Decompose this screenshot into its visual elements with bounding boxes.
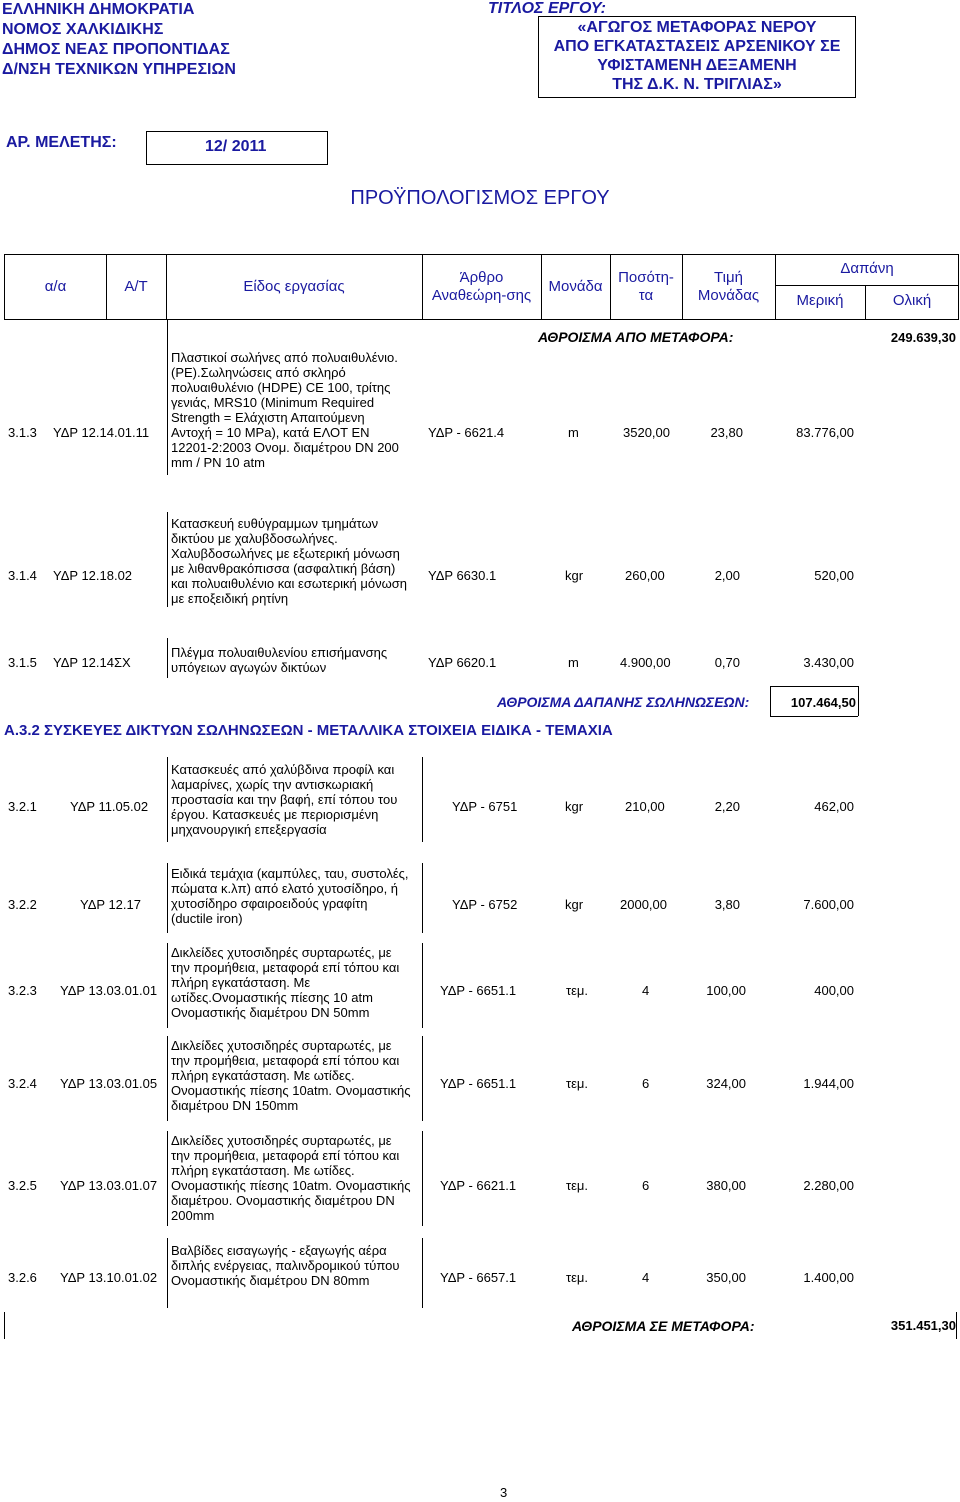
description-line: ωτίδες.Ονομαστικής πίεσης 10 atm bbox=[171, 990, 373, 1005]
description-line: 200mm bbox=[171, 1208, 215, 1223]
description-line: Πλαστικοί σωλήνες από πολυαιθυλένιο. bbox=[171, 350, 398, 365]
project-title-box bbox=[538, 16, 856, 98]
row-partial: 3.430,00 bbox=[803, 655, 854, 670]
col-posotita-line: Ποσότη- bbox=[618, 269, 674, 286]
row-description bbox=[171, 762, 421, 837]
carry-in-value: 249.639,30 bbox=[890, 330, 956, 345]
row-at: ΥΔΡ 12.18.02 bbox=[53, 568, 133, 583]
description-line: 12201-2:2003 Ονομ. διαμέτρου DN 200 bbox=[171, 440, 399, 455]
description-line: με λιθανθρακόπισσα (ασφαλτική βάση) bbox=[171, 561, 396, 576]
row-partial: 2.280,00 bbox=[803, 1178, 854, 1193]
row-qty: 6 bbox=[642, 1076, 650, 1091]
row-partial: 400,00 bbox=[814, 983, 854, 998]
description-line: Δικλείδες χυτοσιδηρές συρταρωτές, με bbox=[171, 945, 392, 960]
row-qty: 6 bbox=[642, 1178, 650, 1193]
description-line: την προμήθεια, μεταφορά επί τόπου και bbox=[171, 1053, 400, 1068]
description-line: πλήρη εγκατάσταση. Με bbox=[171, 975, 311, 990]
description-line: Κατασκευή ευθύγραμμων τμημάτων bbox=[171, 516, 379, 531]
project-title-label: ΤΙΤΛΟΣ ΕΡΓΟΥ: bbox=[488, 0, 606, 17]
row-unit: kgr bbox=[565, 568, 584, 583]
description-line: έργου. Κατασκευές με περιορισμένη bbox=[171, 807, 379, 822]
row-description bbox=[171, 645, 421, 675]
description-line: mm / PN 10 atm bbox=[171, 455, 265, 470]
row-partial: 462,00 bbox=[814, 799, 854, 814]
row-qty: 4.900,00 bbox=[620, 655, 671, 670]
subtotal-label: ΑΘΡΟΙΣΜΑ ΔΑΠΑΝΗΣ ΣΩΛΗΝΩΣΕΩΝ: bbox=[497, 694, 750, 710]
col-timi-line: Μονάδας bbox=[697, 287, 760, 304]
row-unit: τεμ. bbox=[566, 983, 589, 998]
authority-line: Δ/ΝΣΗ ΤΕΧΝΙΚΩΝ ΥΠΗΡΕΣΙΩΝ bbox=[2, 61, 236, 78]
row-partial: 520,00 bbox=[814, 568, 854, 583]
description-line: διπλής ενέργειας, παλινδρομικού τύπου bbox=[171, 1258, 400, 1273]
study-number: 12/ 2011 bbox=[205, 138, 267, 155]
description-line: Ονομαστικής διαμέτρου DN 80mm bbox=[171, 1273, 370, 1288]
row-arthro: ΥΔΡ 6620.1 bbox=[428, 655, 497, 670]
page-number: 3 bbox=[500, 1485, 508, 1500]
study-number-box bbox=[146, 131, 328, 165]
description-line: (ΡΕ).Σωληνώσεις από σκληρό bbox=[171, 365, 346, 380]
description-line: πώματα κ.λπ) από ελατό χυτοσίδηρο, ή bbox=[171, 881, 399, 896]
row-partial: 1.944,00 bbox=[803, 1076, 854, 1091]
col-meriki: Μερική bbox=[796, 292, 844, 309]
row-unit: kgr bbox=[565, 897, 584, 912]
section-title: Α.3.2 ΣΥΣΚΕΥΕΣ ΔΙΚΤΥΩΝ ΣΩΛΗΝΩΣΕΩΝ - ΜΕΤΑΛΛΙΚΑ ΣΤΟΙΧΕΙΑ ΕΙΔΙΚΑ - ΤΕΜΑΧΙΑ bbox=[4, 722, 613, 739]
row-partial: 1.400,00 bbox=[803, 1270, 854, 1285]
description-line: πλήρη εγκατάσταση. Με ωτίδες. bbox=[171, 1068, 355, 1083]
row-description bbox=[171, 945, 421, 1020]
col-arthro-line: Αναθεώρη-σης bbox=[431, 287, 532, 304]
description-line: με εποξειδική ρητίνη bbox=[171, 591, 289, 606]
row-description bbox=[171, 1038, 423, 1113]
row-arthro: ΥΔΡ - 6751 bbox=[452, 799, 518, 814]
description-line: Πλέγμα πολυαιθυλενίου επισήμανσης bbox=[171, 645, 388, 660]
row-unit: τεμ. bbox=[566, 1076, 589, 1091]
description-line: Strength = Ελάχιστη Απαιτούμενη bbox=[171, 410, 365, 425]
description-line: Ονομαστικής πίεσης 10atm. Ονομαστικής bbox=[171, 1083, 411, 1098]
description-line: (ductile iron) bbox=[171, 911, 243, 926]
row-price: 100,00 bbox=[706, 983, 746, 998]
description-line: χυτοσίδηρο σφαιροειδούς γραφίτη bbox=[171, 896, 368, 911]
col-posotita bbox=[610, 269, 682, 305]
row-description bbox=[171, 1133, 423, 1223]
row-arthro: ΥΔΡ - 6651.1 bbox=[440, 1076, 517, 1091]
row-price: 2,00 bbox=[714, 568, 740, 583]
row-price: 3,80 bbox=[714, 897, 740, 912]
row-price: 324,00 bbox=[706, 1076, 746, 1091]
row-qty: 4 bbox=[642, 983, 650, 998]
row-at: ΥΔΡ 13.03.01.01 bbox=[60, 983, 158, 998]
row-at: ΥΔΡ 11.05.02 bbox=[70, 799, 149, 814]
col-eidos: Είδος εργασίας bbox=[243, 278, 345, 295]
row-qty: 210,00 bbox=[625, 799, 665, 814]
page-title: ΠΡΟΫΠΟΛΟΓΙΣΜΟΣ ΕΡΓΟΥ bbox=[350, 187, 610, 209]
row-at: ΥΔΡ 12.14.01.11 bbox=[53, 425, 150, 440]
row-qty: 2000,00 bbox=[620, 897, 667, 912]
col-aa: α/α bbox=[44, 278, 67, 295]
description-line: δικτύου με χαλυβδοσωλήνες. bbox=[171, 531, 338, 546]
row-arthro: ΥΔΡ 6630.1 bbox=[428, 568, 497, 583]
row-aa: 3.2.2 bbox=[8, 897, 37, 912]
row-arthro: ΥΔΡ - 6752 bbox=[452, 897, 518, 912]
row-arthro: ΥΔΡ - 6657.1 bbox=[440, 1270, 517, 1285]
description-line: την προμήθεια, μεταφορά επί τόπου και bbox=[171, 1148, 400, 1163]
study-number-label: ΑΡ. ΜΕΛΕΤΗΣ: bbox=[6, 134, 117, 151]
description-line: πολυαιθυλένιο (HDPE) CE 100, τρίτης bbox=[171, 380, 391, 395]
row-unit: τεμ. bbox=[566, 1270, 589, 1285]
col-oliki: Ολική bbox=[892, 292, 932, 309]
row-unit: m bbox=[568, 425, 579, 440]
row-price: 350,00 bbox=[706, 1270, 746, 1285]
col-posotita-line: τα bbox=[638, 287, 654, 304]
description-line: προστασία και την βαφή, επί τόπου του bbox=[171, 792, 398, 807]
col-dapani: Δαπάνη bbox=[840, 260, 894, 277]
description-line: Δικλείδες χυτοσιδηρές συρταρωτές, με bbox=[171, 1133, 392, 1148]
project-title-line: ΥΦΙΣΤΑΜΕΝΗ ΔΕΞΑΜΕΝΗ bbox=[597, 57, 797, 74]
row-aa: 3.1.3 bbox=[8, 425, 37, 440]
row-description bbox=[171, 866, 423, 926]
row-unit: τεμ. bbox=[566, 1178, 589, 1193]
col-arthro bbox=[422, 269, 541, 305]
row-price: 0,70 bbox=[714, 655, 740, 670]
carry-in-label: ΑΘΡΟΙΣΜΑ ΑΠΟ ΜΕΤΑΦΟΡΑ: bbox=[538, 329, 734, 345]
carry-out-label: ΑΘΡΟΙΣΜΑ ΣΕ ΜΕΤΑΦΟΡΑ: bbox=[572, 1318, 755, 1334]
description-line: Κατασκευές από χαλύβδινα προφίλ και bbox=[171, 762, 395, 777]
row-qty: 4 bbox=[642, 1270, 650, 1285]
row-aa: 3.1.4 bbox=[8, 568, 37, 583]
authority-line: ΔΗΜΟΣ ΝΕΑΣ ΠΡΟΠΟΝΤΙΔΑΣ bbox=[2, 41, 230, 58]
authority-block bbox=[2, 0, 236, 80]
description-line: γενιάς, MRS10 (Minimum Required bbox=[171, 395, 375, 410]
row-price: 2,20 bbox=[714, 799, 740, 814]
project-title-line: «ΑΓΩΓΟΣ ΜΕΤΑΦΟΡΑΣ ΝΕΡΟΥ bbox=[577, 19, 817, 36]
description-line: Ονομαστικής πίεσης 10atm. Ονομαστικής bbox=[171, 1178, 411, 1193]
description-line: πλήρη εγκατάσταση. Με ωτίδες. bbox=[171, 1163, 355, 1178]
row-aa: 3.1.5 bbox=[8, 655, 37, 670]
subtotal-value: 107.464,50 bbox=[790, 695, 856, 710]
col-timi bbox=[682, 269, 775, 305]
project-title-line: ΤΗΣ Δ.Κ. Ν. ΤΡΙΓΛΙΑΣ» bbox=[612, 76, 782, 93]
row-aa: 3.2.4 bbox=[8, 1076, 37, 1091]
row-unit: kgr bbox=[565, 799, 584, 814]
description-line: την προμήθεια, μεταφορά επί τόπου και bbox=[171, 960, 400, 975]
row-description bbox=[171, 1243, 423, 1288]
row-aa: 3.2.3 bbox=[8, 983, 37, 998]
row-at: ΥΔΡ 13.10.01.02 bbox=[60, 1270, 158, 1285]
carry-out-value: 351.451,30 bbox=[890, 1318, 956, 1333]
row-at: ΥΔΡ 13.03.01.05 bbox=[60, 1076, 158, 1091]
row-arthro: ΥΔΡ - 6651.1 bbox=[440, 983, 517, 998]
description-line: υπόγειων αγωγών δικτύων bbox=[171, 660, 327, 675]
row-aa: 3.2.6 bbox=[8, 1270, 37, 1285]
authority-line: ΕΛΛΗΝΙΚΗ ΔΗΜΟΚΡΑΤΙΑ bbox=[2, 1, 195, 18]
row-at: ΥΔΡ 13.03.01.07 bbox=[60, 1178, 158, 1193]
table-header bbox=[4, 254, 959, 320]
row-description bbox=[171, 516, 426, 606]
col-arthro-line: Άρθρο bbox=[459, 269, 504, 286]
row-at: ΥΔΡ 12.14ΣΧ bbox=[53, 655, 131, 670]
row-arthro: ΥΔΡ - 6621.4 bbox=[428, 425, 505, 440]
row-partial: 7.600,00 bbox=[803, 897, 854, 912]
description-line: διαμέτρου DN 150mm bbox=[171, 1098, 299, 1113]
description-line: Δικλείδες χυτοσιδηρές συρταρωτές, με bbox=[171, 1038, 392, 1053]
col-at: Α/Τ bbox=[124, 278, 148, 295]
row-arthro: ΥΔΡ - 6621.1 bbox=[440, 1178, 517, 1193]
description-line: Αντοχή = 10 MPa), κατά ΕΛΟΤ ΕΝ bbox=[171, 425, 370, 440]
row-aa: 3.2.1 bbox=[8, 799, 37, 814]
description-line: λαμαρίνες, χωρίς την αντισκωριακή bbox=[171, 777, 374, 792]
row-price: 23,80 bbox=[710, 425, 743, 440]
row-at: ΥΔΡ 12.17 bbox=[80, 897, 141, 912]
description-line: Ονομαστικής διαμέτρου DN 50mm bbox=[171, 1005, 370, 1020]
project-title-line: ΑΠΟ ΕΓΚΑΤΑΣΤΑΣΕΙΣ ΑΡΣΕΝΙΚΟΥ ΣΕ bbox=[553, 38, 841, 55]
row-qty: 3520,00 bbox=[623, 425, 670, 440]
row-unit: m bbox=[568, 655, 579, 670]
description-line: και πολυαιθυλένιο και εσωτερική μόνωση bbox=[171, 576, 408, 591]
description-line: μηχανουργική επεξεργασία bbox=[171, 822, 327, 837]
col-monada: Μονάδα bbox=[548, 278, 603, 295]
authority-line: ΝΟΜΟΣ ΧΑΛΚΙΔΙΚΗΣ bbox=[2, 21, 164, 38]
description-line: Ειδικά τεμάχια (καμπύλες, ταυ, συστολές, bbox=[171, 866, 409, 881]
description-line: Βαλβίδες εισαγωγής - εξαγωγής αέρα bbox=[171, 1243, 387, 1258]
row-description bbox=[171, 350, 421, 470]
row-qty: 260,00 bbox=[625, 568, 665, 583]
description-line: διαμέτρου. Ονομαστικής διαμέτρου DN bbox=[171, 1193, 395, 1208]
row-price: 380,00 bbox=[706, 1178, 746, 1193]
description-line: Χαλυβδοσωλήνες με εξωτερική μόνωση bbox=[171, 546, 400, 561]
row-partial: 83.776,00 bbox=[796, 425, 854, 440]
col-timi-line: Τιμή bbox=[714, 269, 743, 286]
row-aa: 3.2.5 bbox=[8, 1178, 37, 1193]
